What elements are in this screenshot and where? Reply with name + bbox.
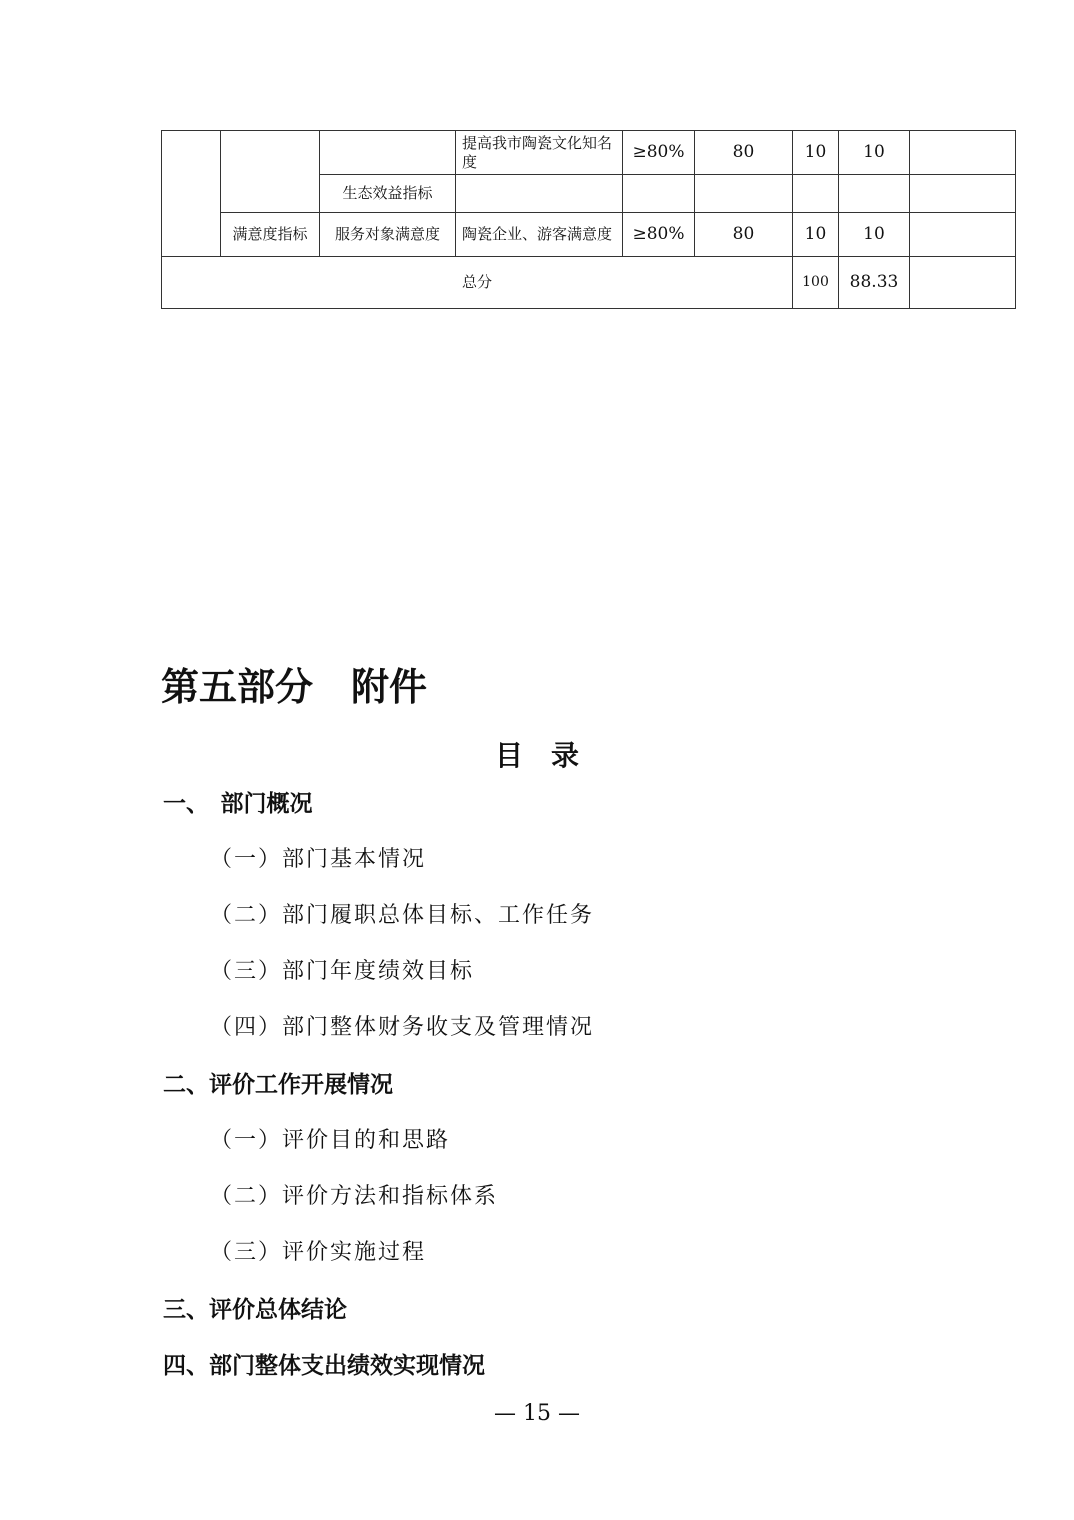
table-cell-remark xyxy=(910,131,1016,175)
table-cell-target xyxy=(623,175,695,213)
table-cell-level3 xyxy=(320,131,456,175)
toc-item[interactable]: 一、 部门概况 xyxy=(163,790,313,817)
table-cell-weight: 10 xyxy=(793,213,839,257)
total-remark xyxy=(910,257,1016,309)
table-cell-weight xyxy=(793,175,839,213)
table-total-row xyxy=(162,257,1016,309)
total-label: 总分 xyxy=(162,257,793,309)
table-cell-content: 提高我市陶瓷文化知名度 xyxy=(456,131,623,175)
toc-item[interactable]: （一）评价目的和思路 xyxy=(210,1128,451,1153)
table-cell-content: 陶瓷企业、游客满意度 xyxy=(456,213,623,257)
table-cell-target: ≥80% xyxy=(623,131,695,175)
toc-item[interactable]: （二）评价方法和指标体系 xyxy=(210,1184,499,1209)
toc-item[interactable]: 四、部门整体支出绩效实现情况 xyxy=(163,1352,485,1379)
table-cell-level3: 服务对象满意度 xyxy=(320,213,456,257)
page-number: — 15 — xyxy=(494,1401,580,1426)
toc-item[interactable]: 二、评价工作开展情况 xyxy=(163,1071,393,1098)
table-cell-level2: 满意度指标 xyxy=(221,213,320,257)
toc-title: 目录 xyxy=(494,739,607,772)
table-row xyxy=(162,213,1016,257)
toc-item[interactable]: （三）评价实施过程 xyxy=(210,1240,427,1265)
table-cell-level3: 生态效益指标 xyxy=(320,175,456,213)
table-cell-score: 10 xyxy=(839,213,910,257)
toc-item[interactable]: （二）部门履职总体目标、工作任务 xyxy=(210,903,595,928)
table-cell-actual: 80 xyxy=(695,131,793,175)
table-cell-weight: 10 xyxy=(793,131,839,175)
table-row xyxy=(162,131,1016,175)
table-cell-actual: 80 xyxy=(695,213,793,257)
table-cell-score xyxy=(839,175,910,213)
table-cell-remark xyxy=(910,213,1016,257)
table-cell-actual xyxy=(695,175,793,213)
part-title: 第五部分 附件 xyxy=(161,665,428,709)
table-cell-level2 xyxy=(221,131,320,213)
toc-item[interactable]: 三、评价总体结论 xyxy=(163,1296,347,1323)
total-weight: 100 xyxy=(793,257,839,309)
performance-score-table xyxy=(161,130,1016,309)
toc-item[interactable]: （四）部门整体财务收支及管理情况 xyxy=(210,1015,595,1040)
total-score: 88.33 xyxy=(839,257,910,309)
toc-item[interactable]: （三）部门年度绩效目标 xyxy=(210,959,475,984)
table-cell-target: ≥80% xyxy=(623,213,695,257)
table-cell-score: 10 xyxy=(839,131,910,175)
table-cell-content xyxy=(456,175,623,213)
table-cell-remark xyxy=(910,175,1016,213)
table-cell-level1 xyxy=(162,131,221,257)
toc-item[interactable]: （一）部门基本情况 xyxy=(210,847,427,872)
